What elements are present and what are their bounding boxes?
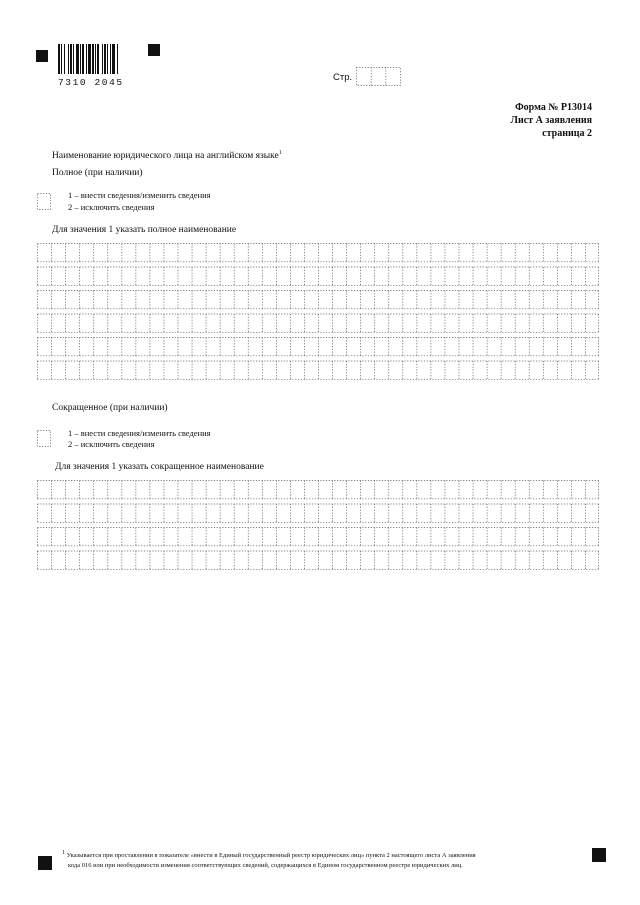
full-name-option-1: 1 – внести сведения/изменить сведения: [68, 190, 211, 200]
form-number: Форма № Р13014: [515, 102, 592, 113]
short-name-code-box[interactable]: [37, 430, 51, 447]
footnote-line-1-text: Указывается при проставлении в показателе «внести в Единый государственный реестр юридических лиц» пункта 2 настоящего листа А заявления: [66, 852, 476, 860]
barcode-icon: [58, 44, 136, 74]
section-title: [52, 150, 282, 161]
short-name-grid[interactable]: [37, 480, 599, 574]
footnote: [62, 848, 476, 871]
page-number-label: Стр.: [333, 72, 353, 83]
full-name-grid[interactable]: [37, 243, 599, 384]
full-name-label: Полное (при наличии): [52, 168, 143, 178]
section-title-text: Наименование юридического лица на английском языке: [52, 151, 279, 162]
section-title-footnote-mark: 1: [278, 150, 282, 156]
corner-marker-top-right: [148, 44, 160, 56]
short-name-option-1: 1 – внести сведения/изменить сведения: [68, 428, 211, 438]
barcode-number: 7310 2045: [58, 77, 124, 88]
sheet-page: страница 2: [542, 128, 592, 139]
footnote-line-2: кода 016 или при необходимости изменения соответствующих сведений, содержащихся в Едином государственном реестре юридических лиц.: [68, 862, 463, 870]
short-name-instruction: Для значения 1 указать сокращенное наименование: [55, 462, 264, 472]
footnote-mark: 1: [62, 850, 65, 856]
short-name-option-2: 2 – исключить сведения: [68, 439, 155, 449]
corner-marker-top-left: [36, 50, 48, 62]
short-name-label: Сокращенное (при наличии): [52, 403, 168, 413]
sheet-title: Лист А заявления: [510, 115, 592, 126]
full-name-instruction: Для значения 1 указать полное наименование: [52, 225, 237, 235]
footnote-line-1: [62, 848, 476, 861]
corner-marker-bottom-left: [38, 856, 52, 870]
page-number-field[interactable]: [356, 67, 401, 86]
full-name-code-box[interactable]: [37, 193, 51, 210]
corner-marker-bottom-right: [592, 848, 606, 862]
full-name-option-2: 2 – исключить сведения: [68, 202, 155, 212]
